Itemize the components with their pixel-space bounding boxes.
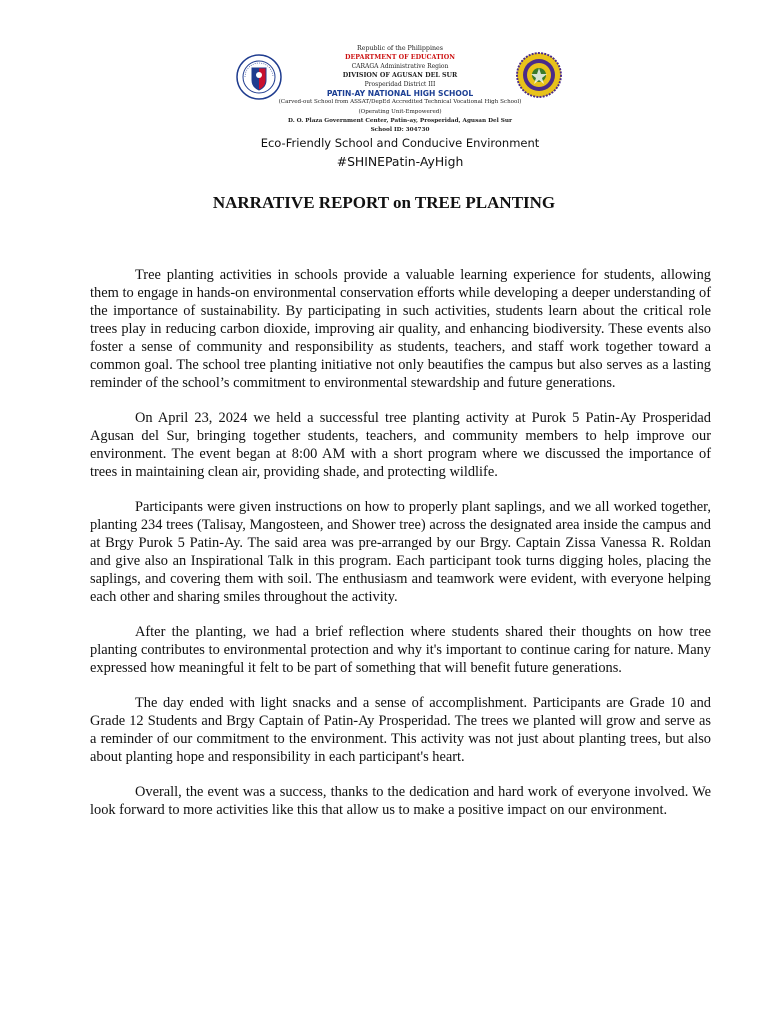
paragraph-reflection: After the planting, we had a brief reflection where students shared their thoughts on how tree planting contributes to environmental protection and why it's important to continue caring for nature. Many expressed how meaningful it felt to be part of something that will benefit future generations. [90, 624, 711, 676]
header-address: D. O. Plaza Government Center, Patin-ay, Prosperidad, Agusan Del Sur [287, 118, 512, 124]
paragraph-ending: The day ended with light snacks and a sense of accomplishment. Participants are Grade 10 and Grade 12 Students and Brgy Captain of Patin-Ay Prosperidad. The trees we planted will grow and serve as a reminder of our commitment to the environment. This activity was not just about planting trees, but also about planting hope and responsibility in each participant's heart. [90, 695, 711, 765]
header-division: DIVISION OF AGUSAN DEL SUR [342, 72, 458, 79]
paragraph-intro: Tree planting activities in schools provide a valuable learning experience for students, allowing them to engage in hands-on environmental conservation efforts while developing a deeper understanding of the importance of sustainability. By participating in such activities, students learn about the critical role trees play in reducing carbon dioxide, improving air quality, and enhancing biodiversity. These events also foster a sense of community and responsibility as students, teachers, and staff work together toward a common goal. The school tree planting initiative not only beautifies the campus but also serves as a lasting reminder of the school’s commitment to environmental stewardship and future generations. [90, 267, 711, 391]
header-school-name: PATIN-AY NATIONAL HIGH SCHOOL [326, 89, 474, 98]
paragraph-event: On April 23, 2024 we held a successful tree planting activity at Purok 5 Patin-Ay Prosperidad Agusan del Sur, bringing together students, teachers, and community members to help improve our environment. The event began at 8:00 AM with a short program where we discussed the importance of trees in maintaining clean air, providing shade, and protecting wildlife. [90, 410, 711, 480]
header-department: DEPARTMENT OF EDUCATION [345, 54, 455, 61]
paragraph-conclusion: Overall, the event was a success, thanks to the dedication and hard work of everyone involved. We look forward to more activities like this that allow us to make a positive impact on our environment. [90, 784, 711, 818]
header-hashtag: #SHINEPatin-AyHigh [336, 154, 464, 169]
header-republic: Republic of the Philippines [356, 45, 443, 52]
header-operating-unit: (Operating Unit-Empowered) [358, 109, 442, 115]
header-carved-out: (Carved-out School from ASSAT/DepEd Accredited Technical Vocational High School) [278, 99, 522, 105]
header-school-id: School ID: 304730 [370, 127, 430, 133]
letterhead [0, 0, 768, 175]
header-region: CARAGA Administrative Region [351, 63, 449, 70]
report-body [90, 266, 711, 836]
header-district: Prosperidad District III [364, 81, 436, 88]
header-motto: Eco-Friendly School and Conducive Environment [260, 136, 540, 150]
paragraph-planting: Participants were given instructions on how to properly plant saplings, and we all worked together, planting 234 trees (Talisay, Mangosteen, and Shower tree) across the designated area inside the campus and at Brgy Purok 5 Patin-Ay. The said area was pre-arranged by our Brgy. Captain Zissa Vanessa R. Roldan and give also an Inspirational Talk in this program. Each participant took turns digging holes, placing the saplings, and covering them with soil. The enthusiasm and teamwork were evident, with everyone helping each other and sharing smiles throughout the activity. [90, 499, 711, 605]
report-title: NARRATIVE REPORT on TREE PLANTING [212, 193, 556, 212]
